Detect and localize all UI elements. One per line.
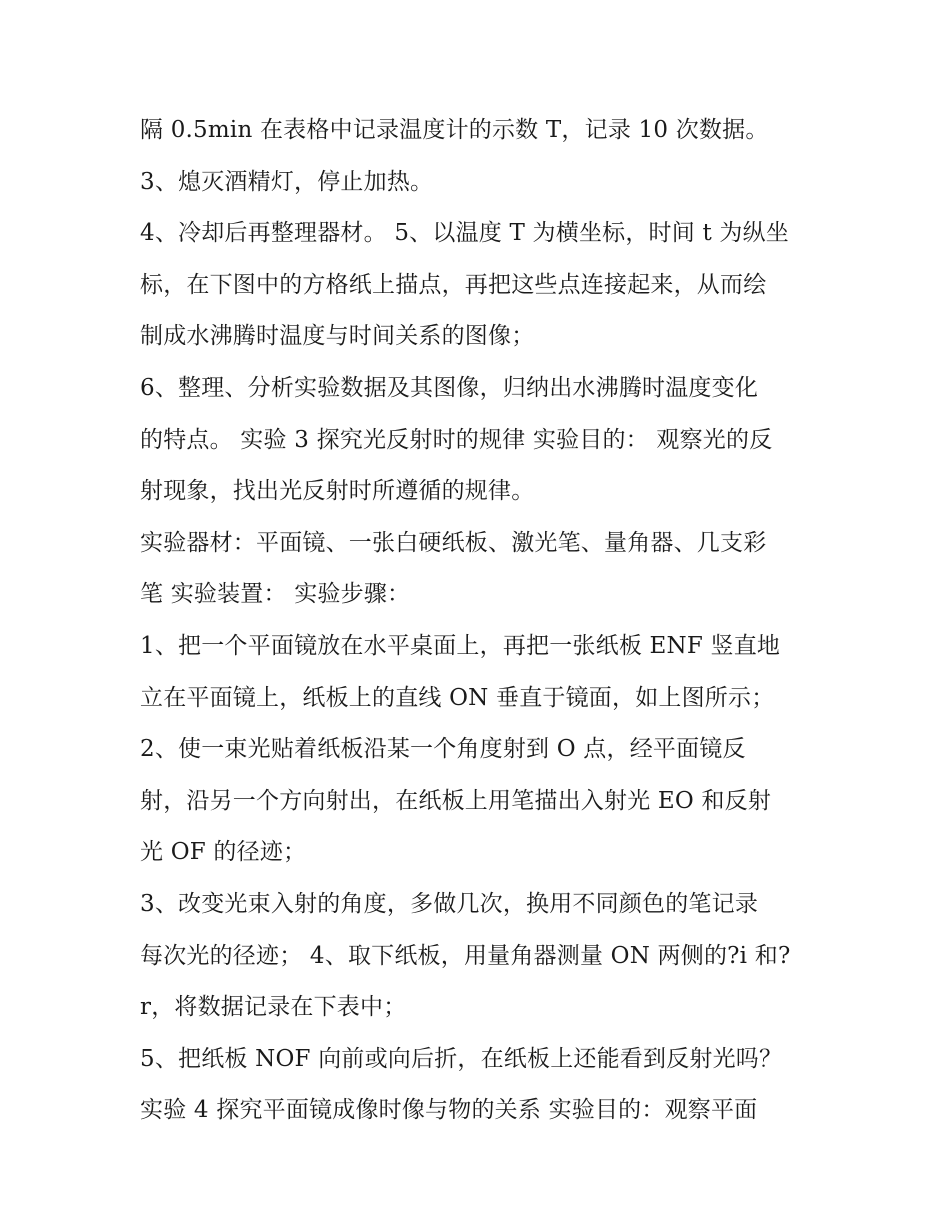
document-body bbox=[140, 105, 820, 1137]
text-line: 5、把纸板 NOF 向前或向后折，在纸板上还能看到反射光吗？ bbox=[140, 1045, 783, 1072]
text-line: 光 OF 的径迹； bbox=[140, 839, 307, 866]
text-line: 射现象，找出光反射时所遵循的规律。 bbox=[140, 478, 535, 505]
text-line: 2、使一束光贴着纸板沿某一个角度射到 O 点，经平面镜反 bbox=[140, 736, 746, 763]
text-line: 实验器材：平面镜、一张白硬纸板、激光笔、量角器、几支彩 bbox=[140, 529, 767, 556]
text-line: 笔 实验装置： 实验步骤： bbox=[140, 581, 411, 608]
text-line: 4、冷却后再整理器材。 5、以温度 T 为横坐标，时间 t 为纵坐 bbox=[140, 220, 790, 247]
text-line: r，将数据记录在下表中； bbox=[140, 994, 407, 1021]
text-line: 的特点。 实验 3 探究光反射时的规律 实验目的： 观察光的反 bbox=[140, 426, 773, 453]
text-line: 立在平面镜上，纸板上的直线 ON 垂直于镜面，如上图所示； bbox=[140, 684, 775, 711]
text-line: 3、熄灭酒精灯，停止加热。 bbox=[140, 168, 434, 195]
text-line: 实验 4 探究平面镜成像时像与物的关系 实验目的：观察平面 bbox=[140, 1097, 758, 1124]
text-line: 射，沿另一个方向射出，在纸板上用笔描出入射光 EO 和反射 bbox=[140, 787, 772, 814]
text-line: 每次光的径迹； 4、取下纸板，用量角器测量 ON 两侧的?i 和? bbox=[140, 942, 791, 969]
text-line: 制成水沸腾时温度与时间关系的图像； bbox=[140, 323, 535, 350]
text-line: 标，在下图中的方格纸上描点，再把这些点连接起来，从而绘 bbox=[140, 271, 767, 298]
text-line: 隔 0.5min 在表格中记录温度计的示数 T，记录 10 次数据。 bbox=[140, 117, 769, 143]
text-line: 1、把一个平面镜放在水平桌面上，再把一张纸板 ENF 竖直地 bbox=[140, 632, 781, 659]
text-line: 6、整理、分析实验数据及其图像，归纳出水沸腾时温度变化 bbox=[140, 374, 759, 401]
text-line: 3、改变光束入射的角度，多做几次，换用不同颜色的笔记录 bbox=[140, 890, 759, 917]
